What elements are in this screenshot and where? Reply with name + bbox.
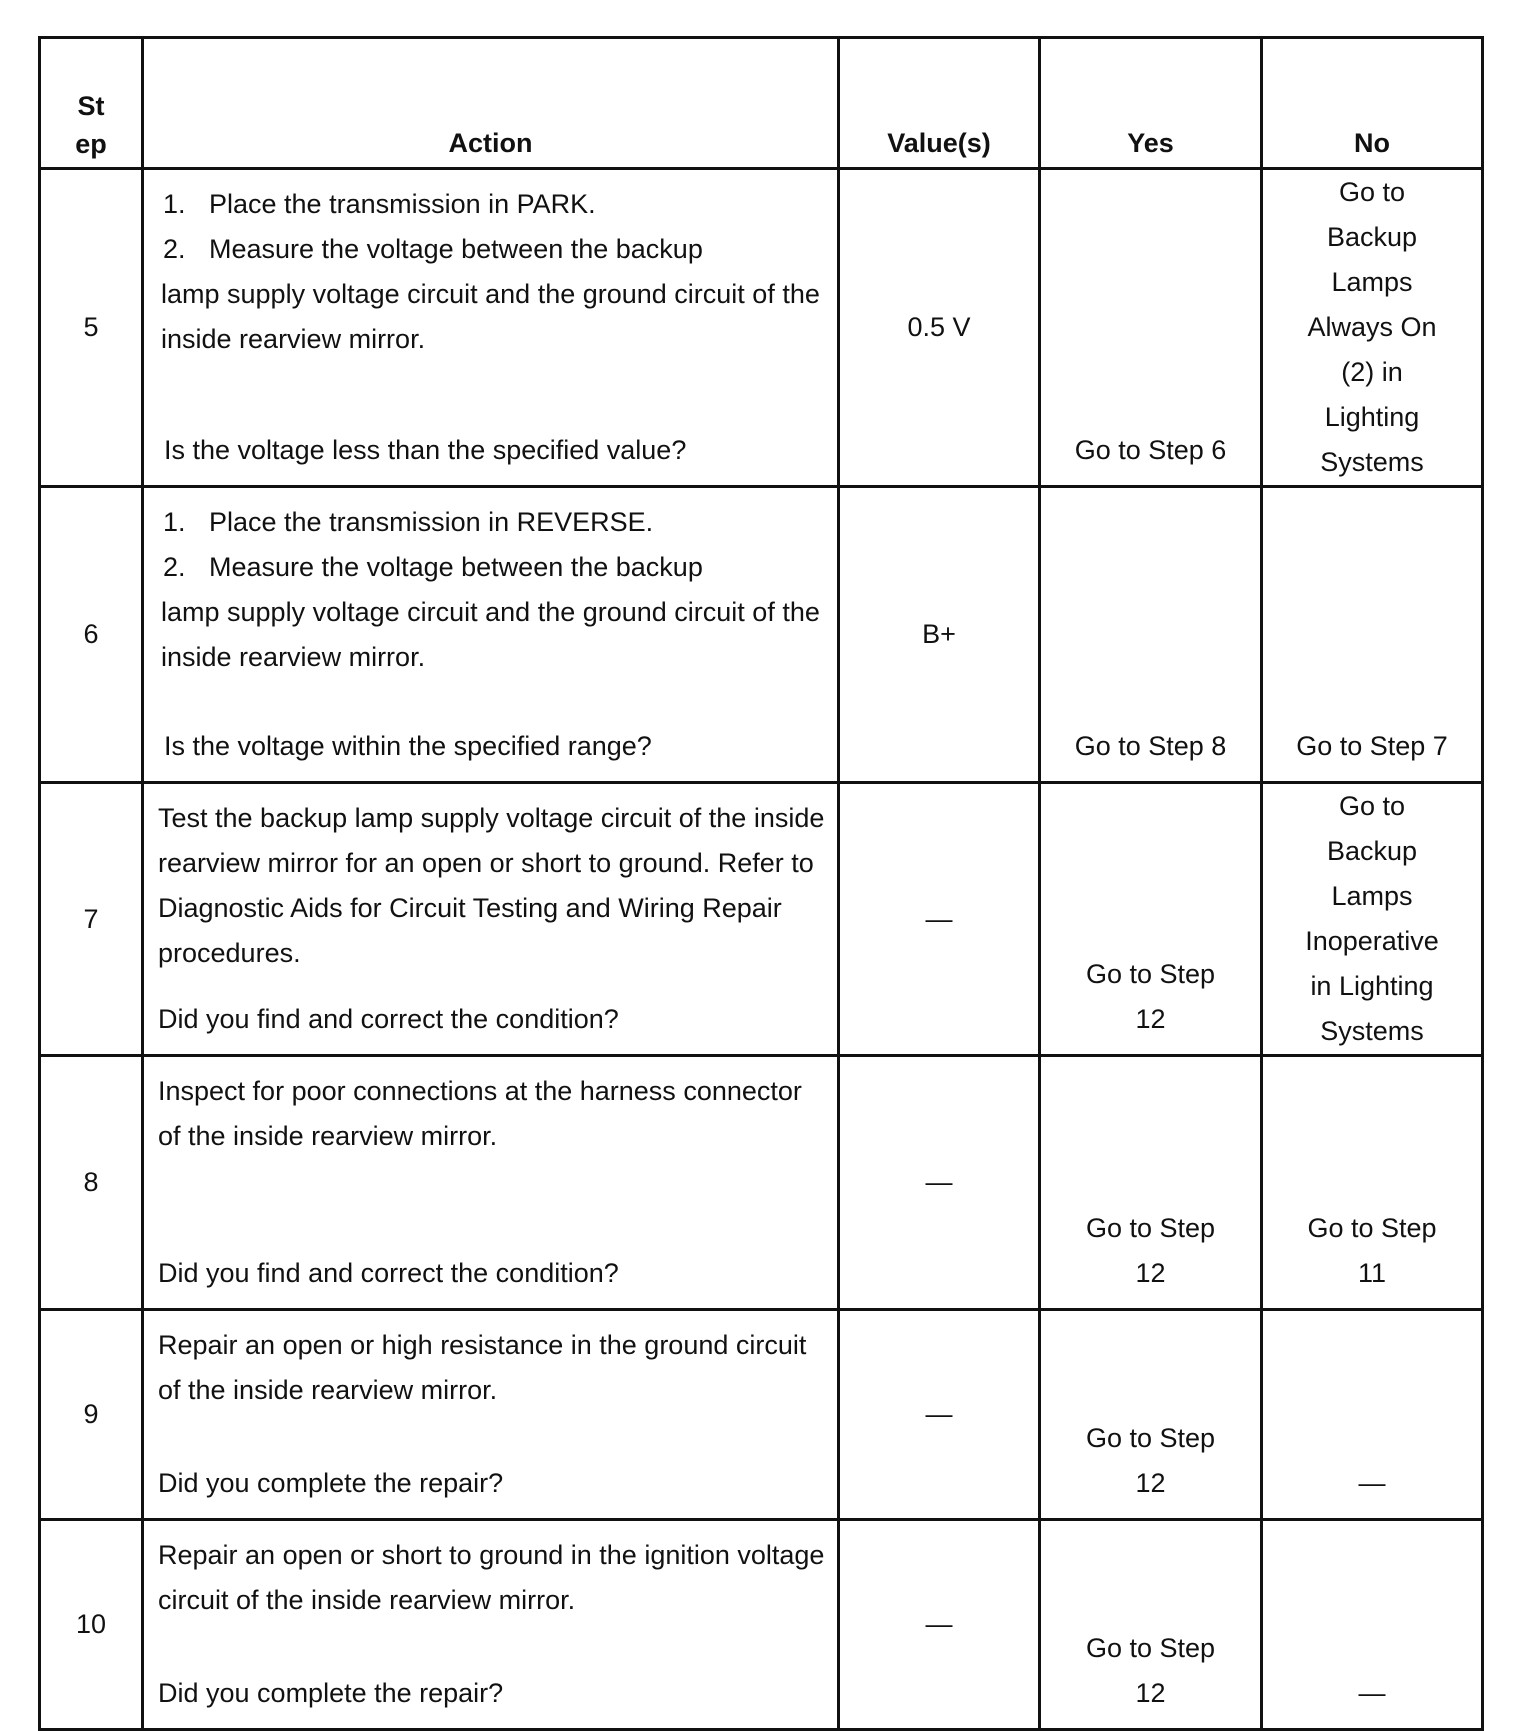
action-text: Test the backup lamp supply voltage circuit of the inside rearview mirror for an open or short to ground. Refer to Diagnostic Aids for Circuit Testing and Wiring Repair procedures. <box>158 803 825 968</box>
yes-text: Go to Step 12 <box>1085 1213 1216 1288</box>
list-item: 1. Place the transmission in REVERSE. <box>163 507 654 537</box>
table-row <box>40 487 1483 783</box>
list-item: 1. Place the transmission in PARK. <box>163 189 596 219</box>
yes-cell <box>1040 783 1262 1056</box>
no-cell <box>1262 1310 1483 1520</box>
question-text: Did you complete the repair? <box>158 1468 504 1498</box>
action-cell <box>143 783 839 1056</box>
question-text: Is the voltage less than the specified value? <box>164 435 687 465</box>
action-cell <box>143 1520 839 1730</box>
yes-text: Go to Step 6 <box>1074 435 1227 465</box>
header-no: No <box>1262 38 1483 169</box>
table-row <box>40 783 1483 1056</box>
action-text: Repair an open or short to ground in the ignition voltage circuit of the inside rearview mirror. <box>158 1540 825 1615</box>
value-cell: — <box>839 1056 1040 1310</box>
yes-cell <box>1040 1520 1262 1730</box>
table-row <box>40 1520 1483 1730</box>
diagnostic-table <box>38 36 1484 1731</box>
table-row <box>40 1056 1483 1310</box>
no-cell <box>1262 1520 1483 1730</box>
action-cell <box>143 487 839 783</box>
no-cell <box>1262 169 1483 487</box>
table-row <box>40 1310 1483 1520</box>
yes-cell <box>1040 169 1262 487</box>
yes-cell <box>1040 487 1262 783</box>
action-text: Inspect for poor connections at the harness connector of the inside rearview mirror. <box>158 1076 802 1151</box>
step-number: 8 <box>40 1056 143 1310</box>
step-number: 5 <box>40 169 143 487</box>
no-text: — <box>1358 1468 1386 1498</box>
question-text: Is the voltage within the specified range? <box>164 731 652 761</box>
action-cell <box>143 169 839 487</box>
header-action: Action <box>143 38 839 169</box>
yes-text: Go to Step 8 <box>1074 731 1227 761</box>
step-number: 7 <box>40 783 143 1056</box>
action-text: Repair an open or high resistance in the ground circuit of the inside rearview mirror. <box>158 1330 807 1405</box>
no-text: Go to Step 7 <box>1296 731 1448 761</box>
value-cell: — <box>839 783 1040 1056</box>
header-step-line2: ep <box>75 129 107 159</box>
value-cell: B+ <box>839 487 1040 783</box>
action-cell <box>143 1056 839 1310</box>
list-item: 2. Measure the voltage between the backup lamp supply voltage circuit and the ground circuit of the inside rearview mirror. <box>161 234 820 354</box>
question-text: Did you find and correct the condition? <box>158 1004 619 1034</box>
no-text: Go to Backup Lamps Always On (2) in Lighting Systems <box>1307 177 1437 477</box>
yes-text: Go to Step 12 <box>1085 959 1216 1034</box>
header-step <box>40 38 143 169</box>
no-cell <box>1262 1056 1483 1310</box>
yes-text: Go to Step 12 <box>1085 1423 1216 1498</box>
header-yes: Yes <box>1040 38 1262 169</box>
no-text: Go to Backup Lamps Inoperative in Lighting Systems <box>1305 791 1439 1046</box>
value-cell: — <box>839 1310 1040 1520</box>
action-cell <box>143 1310 839 1520</box>
action-list <box>158 500 825 680</box>
table-row <box>40 169 1483 487</box>
no-text: Go to Step 11 <box>1307 1213 1437 1288</box>
question-text: Did you find and correct the condition? <box>158 1258 619 1288</box>
header-row <box>40 38 1483 169</box>
yes-cell <box>1040 1310 1262 1520</box>
value-cell: — <box>839 1520 1040 1730</box>
step-number: 9 <box>40 1310 143 1520</box>
header-step-line1: St <box>77 91 105 121</box>
step-number: 10 <box>40 1520 143 1730</box>
header-values: Value(s) <box>839 38 1040 169</box>
list-item: 2. Measure the voltage between the backup lamp supply voltage circuit and the ground circuit of the inside rearview mirror. <box>161 552 820 672</box>
action-list <box>158 182 825 362</box>
step-number: 6 <box>40 487 143 783</box>
question-text: Did you complete the repair? <box>158 1678 504 1708</box>
no-cell <box>1262 487 1483 783</box>
no-cell <box>1262 783 1483 1056</box>
no-text: — <box>1358 1678 1386 1708</box>
yes-cell <box>1040 1056 1262 1310</box>
value-cell: 0.5 V <box>839 169 1040 487</box>
yes-text: Go to Step 12 <box>1085 1633 1216 1708</box>
